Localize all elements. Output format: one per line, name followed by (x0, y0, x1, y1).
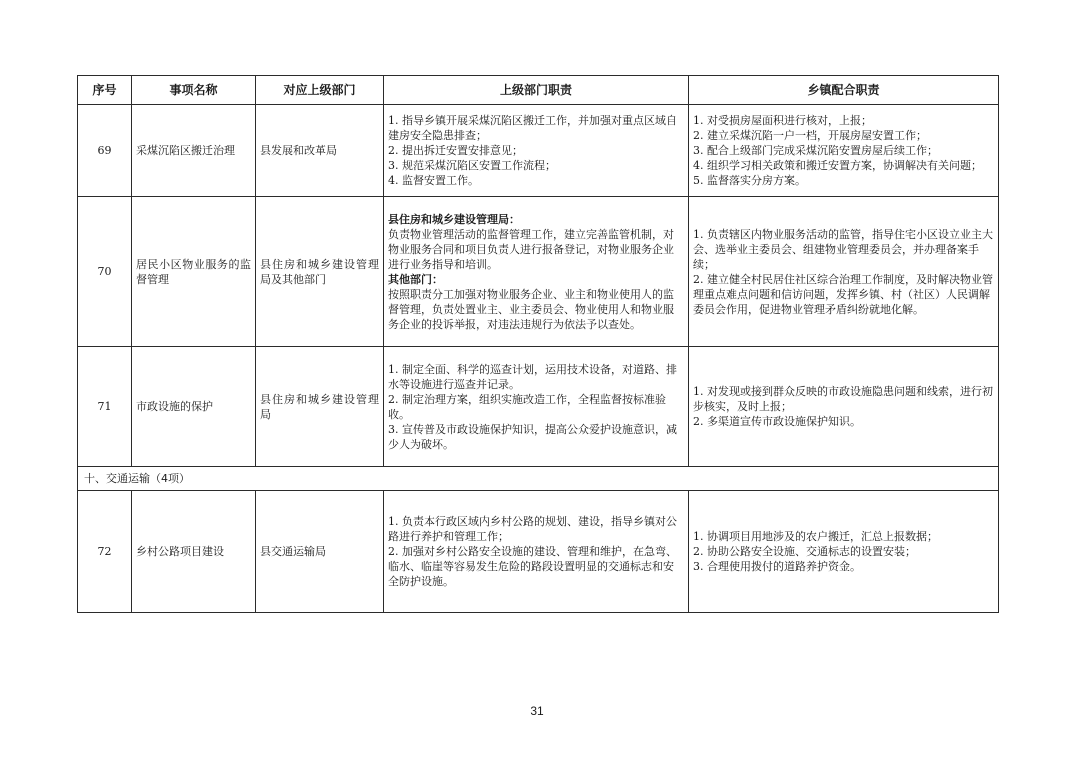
superior-duties (384, 105, 689, 197)
table-row (78, 105, 999, 197)
duty-line: 县住房和城乡建设管理局： (388, 212, 520, 226)
duty-line: 1. 制定全面、科学的巡查计划，运用技术设备，对道路、排水等设施进行巡查并记录。 (388, 362, 677, 391)
cooperation-line: 1. 对受损房屋面积进行核对，上报； (693, 114, 872, 127)
duty-line: 1. 指导乡镇开展采煤沉陷区搬迁工作，并加强对重点区域自建房安全隐患排查； (388, 114, 677, 142)
duty-line: 负责物业管理活动的监督管理工作，建立完善监管机制，对物业服务合同和项目负责人进行报备登记，对物业服务企业进行业务指导和培训。 (388, 227, 674, 271)
duty-line: 4. 监督安置工作。 (388, 174, 479, 187)
superior-dept: 县住房和城乡建设管理局 (256, 347, 384, 467)
cooperation-line: 1. 协调项目用地涉及的农户搬迁，汇总上报数据； (693, 530, 938, 543)
cooperation-line: 5. 监督落实分房方案。 (693, 174, 806, 187)
cooperation-line: 2. 多渠道宣传市政设施保护知识。 (693, 415, 861, 428)
row-number: 72 (78, 491, 132, 613)
duty-line: 按照职责分工加强对物业服务企业、业主和物业使用人的监督管理，负责处置业主、业主委员会、物业使用人和物业服务企业的投诉举报，对违法违规行为依法予以查处。 (388, 287, 674, 331)
superior-duties (384, 347, 689, 467)
responsibility-table (77, 75, 999, 613)
table-row (78, 197, 999, 347)
page-number: 31 (530, 704, 544, 718)
superior-duties (384, 197, 689, 347)
cooperation-line: 1. 对发现或接到群众反映的市政设施隐患问题和线索，进行初步核实，及时上报； (693, 385, 993, 413)
township-duties (689, 347, 999, 467)
duty-line: 3. 规范采煤沉陷区安置工作流程； (388, 159, 556, 172)
duty-line: 1. 负责本行政区域内乡村公路的规划、建设，指导乡镇对公路进行养护和管理工作； (388, 515, 677, 543)
cooperation-line: 3. 配合上级部门完成采煤沉陷安置房屋后续工作； (693, 144, 938, 157)
item-name: 居民小区物业服务的监督管理 (132, 197, 256, 347)
duty-line: 3. 宣传普及市政设施保护知识，提高公众爱护设施意识，减少人为破坏。 (388, 422, 677, 451)
header-number: 序号 (78, 76, 132, 105)
duty-line: 其他部门： (388, 272, 443, 286)
row-number: 71 (78, 347, 132, 467)
cooperation-line: 1. 负责辖区内物业服务活动的监管，指导住宅小区设立业主大会、选举业主委员会、组建物业管理委员会，并办理备案手续； (693, 227, 993, 271)
row-number: 69 (78, 105, 132, 197)
duty-line: 2. 制定治理方案，组织实施改造工作，全程监督按标准验收。 (388, 392, 666, 421)
table-row (78, 347, 999, 467)
township-duties (689, 197, 999, 347)
township-duties (689, 105, 999, 197)
table-header-row (78, 76, 999, 105)
row-number: 70 (78, 197, 132, 347)
cooperation-line: 4. 组织学习相关政策和搬迁安置方案，协调解决有关问题； (693, 159, 982, 172)
duty-line: 2. 加强对乡村公路安全设施的建设、管理和维护，在急弯、临水、临崖等容易发生危险的路段设置明显的交通标志和安全防护设施。 (388, 545, 677, 588)
superior-dept: 县发展和改革局 (256, 105, 384, 197)
superior-dept: 县交通运输局 (256, 491, 384, 613)
item-name: 市政设施的保护 (132, 347, 256, 467)
table-row (78, 491, 999, 613)
cooperation-line: 2. 协助公路安全设施、交通标志的设置安装； (693, 545, 916, 558)
header-superior-dept: 对应上级部门 (256, 76, 384, 105)
duty-line: 2. 提出拆迁安置安排意见； (388, 144, 523, 157)
superior-duties (384, 491, 689, 613)
superior-dept: 县住房和城乡建设管理局及其他部门 (256, 197, 384, 347)
cooperation-line: 2. 建立健全村民居住社区综合治理工作制度，及时解决物业管理重点难点问题和信访问题，发挥乡镇、村（社区）人民调解委员会作用，促进物业管理矛盾纠纷就地化解。 (693, 272, 993, 316)
cooperation-line: 3. 合理使用拨付的道路养护资金。 (693, 560, 861, 573)
section-row (78, 467, 999, 491)
item-name: 采煤沉陷区搬迁治理 (132, 105, 256, 197)
section-title: 十、交通运输（4项） (78, 467, 999, 491)
header-item-name: 事项名称 (132, 76, 256, 105)
township-duties (689, 491, 999, 613)
header-superior-duties: 上级部门职责 (384, 76, 689, 105)
header-township-duties: 乡镇配合职责 (689, 76, 999, 105)
cooperation-line: 2. 建立采煤沉陷一户一档，开展房屋安置工作； (693, 129, 927, 142)
item-name: 乡村公路项目建设 (132, 491, 256, 613)
